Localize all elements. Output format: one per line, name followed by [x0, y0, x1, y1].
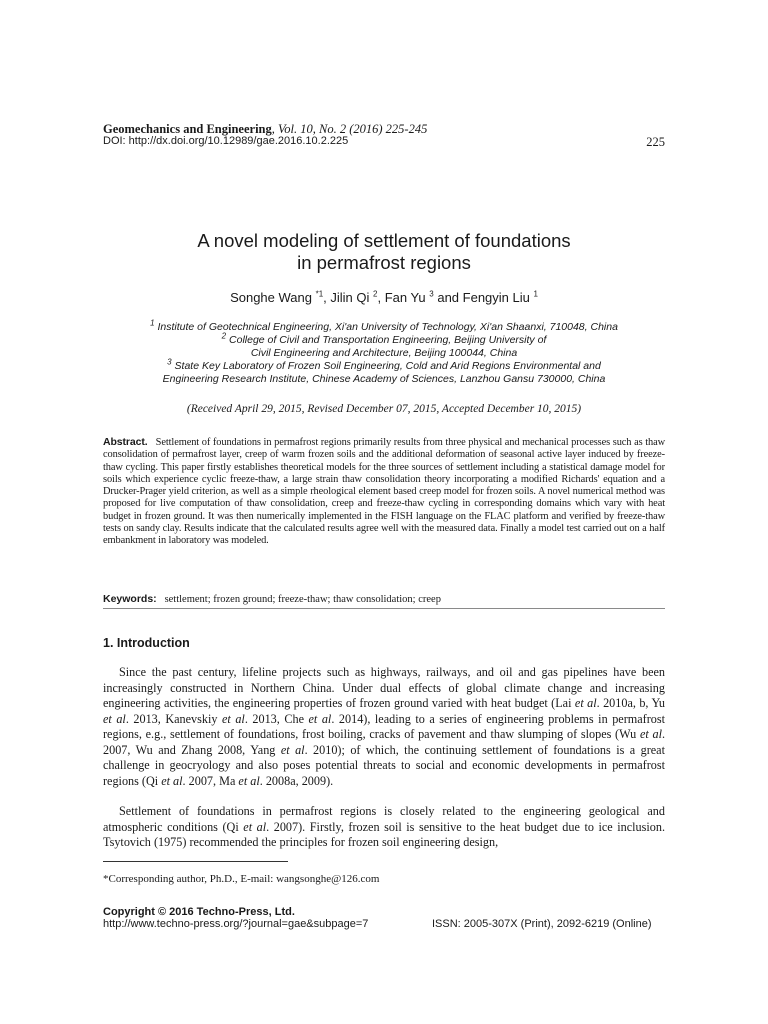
author-list: [100, 290, 668, 305]
title-line-1: A novel modeling of settlement of foundations: [197, 230, 571, 251]
keywords-text: settlement; frozen ground; freeze-thaw; thaw consolidation; creep: [164, 594, 441, 605]
affiliation-text: Engineering Research Institute, Chinese Academy of Sciences, Lanzhou Gansu 730000, China: [162, 373, 606, 385]
publisher-url[interactable]: http://www.techno-press.org/?journal=gae&subpage=7: [103, 918, 369, 930]
abstract: [103, 436, 665, 548]
author-separator: and: [433, 290, 463, 305]
author-separator: ,: [323, 290, 331, 305]
corresponding-author-note: *Corresponding author, Ph.D., E-mail: wangsonghe@126.com: [103, 873, 380, 885]
author-name: Fengyin Liu: [462, 290, 534, 305]
author-name: Fan Yu: [384, 290, 430, 305]
affiliation-2: [100, 331, 668, 360]
affiliation-mark: 1: [150, 318, 155, 328]
paper-title: [100, 230, 668, 274]
intro-paragraph-1: Since the past century, lifeline projects such as highways, railways, and oil and gas pipelines have been increasingly constructed in Northern China. Under dual effects of global climate change and increasing engineering activities, the engineering properties of frozen ground varied with heat budget (Lai et al. 2010a, b, Yu et al. 2013, Kanevskiy et al. 2013, Che et al. 2014), leading to a series of engineering problems in permafrost regions, e.g., settlement of foundations, frost boiling, cracks of pavement and thaw slumping of slopes (Wu et al. 2007, Wu and Zhang 2008, Yang et al. 2010); of which, the continuing settlement of foundations is a great challenge in geocryology and also poses potential threats to social and economic developments in permafrost regions (Qi et al. 2007, Ma et al. 2008a, 2009).: [103, 665, 665, 788]
journal-name: Geomechanics and Engineering: [103, 122, 272, 136]
doi-link[interactable]: DOI: http://dx.doi.org/10.12989/gae.2016.10.2.225: [103, 135, 349, 147]
affiliation-text: Civil Engineering and Architecture, Beijing 100044, China: [250, 347, 518, 359]
footnote-divider: [103, 861, 288, 862]
affiliation-text: State Key Laboratory of Frozen Soil Engineering, Cold and Arid Regions Environmental and: [174, 360, 601, 372]
abstract-label: Abstract.: [103, 436, 148, 448]
author-name: Jilin Qi: [330, 290, 374, 305]
keywords-label: Keywords:: [103, 593, 157, 605]
author-affiliation-mark: 1: [533, 289, 538, 299]
author-affiliation-mark: 3: [429, 289, 434, 299]
author-affiliation-mark: 2: [373, 289, 378, 299]
affiliation-text: College of Civil and Transportation Engineering, Beijing University of: [229, 334, 547, 346]
affiliation-3: [100, 357, 668, 386]
keywords: [103, 593, 441, 605]
affiliation-mark: 2: [221, 331, 227, 341]
section-heading: 1. Introduction: [103, 636, 190, 650]
title-line-2: in permafrost regions: [297, 252, 471, 273]
affiliation-1: [100, 318, 668, 334]
issn: ISSN: 2005-307X (Print), 2092-6219 (Online): [432, 918, 652, 930]
author-affiliation-mark: *1: [315, 289, 324, 299]
affiliation-text: Institute of Geotechnical Engineering, Xi'an University of Technology, Xi'an Shaanxi, 710048, China: [157, 321, 618, 333]
copyright: Copyright © 2016 Techno-Press, Ltd.: [103, 906, 295, 918]
keywords-divider: [103, 608, 665, 609]
affiliation-mark: 3: [167, 357, 172, 367]
author-separator: ,: [377, 290, 385, 305]
author-name: Songhe Wang: [230, 290, 316, 305]
received-dates: (Received April 29, 2015, Revised December 07, 2015, Accepted December 10, 2015): [186, 403, 582, 415]
abstract-text: Settlement of foundations in permafrost regions primarily results from three physical and mechanical processes such as thaw consolidation of permafrost layer, creep of warm frozen soils and the additional deformation of seasonal active layer induced by freeze-thaw cycling. This paper firstly establishes theoretical models for the three sources of settlement including a statistical damage model for soils which experience cyclic freeze-thaw, a large strain thaw consolidation theory incorporating a modified Richards' equation and a Drucker-Prager yield criterion, as well as a simple rheological element based creep model for frozen soils. A novel numerical method was proposed for live computation of thaw consolidation, creep and freeze-thaw cycling in corresponding domains which vary with heat budget in frozen ground. It was then numerically implemented in the FISH language on the FLAC platform and verified by freeze-thaw tests on sandy clay. Results indicate that the calculated results agree well with the measured data. Finally a model test carried out on a half embankment in laboratory was modeled.: [103, 437, 665, 547]
page-number: 225: [646, 135, 665, 149]
volume-issue-pages: , Vol. 10, No. 2 (2016) 225-245: [271, 122, 428, 136]
intro-paragraph-2: Settlement of foundations in permafrost regions is closely related to the engineering geological and atmospheric conditions (Qi et al. 2007). Firstly, frozen soil is sensitive to the heat budget due to ice inclusion. Tsytovich (1975) recommended the principles for frozen soil engineering design,: [103, 804, 665, 849]
